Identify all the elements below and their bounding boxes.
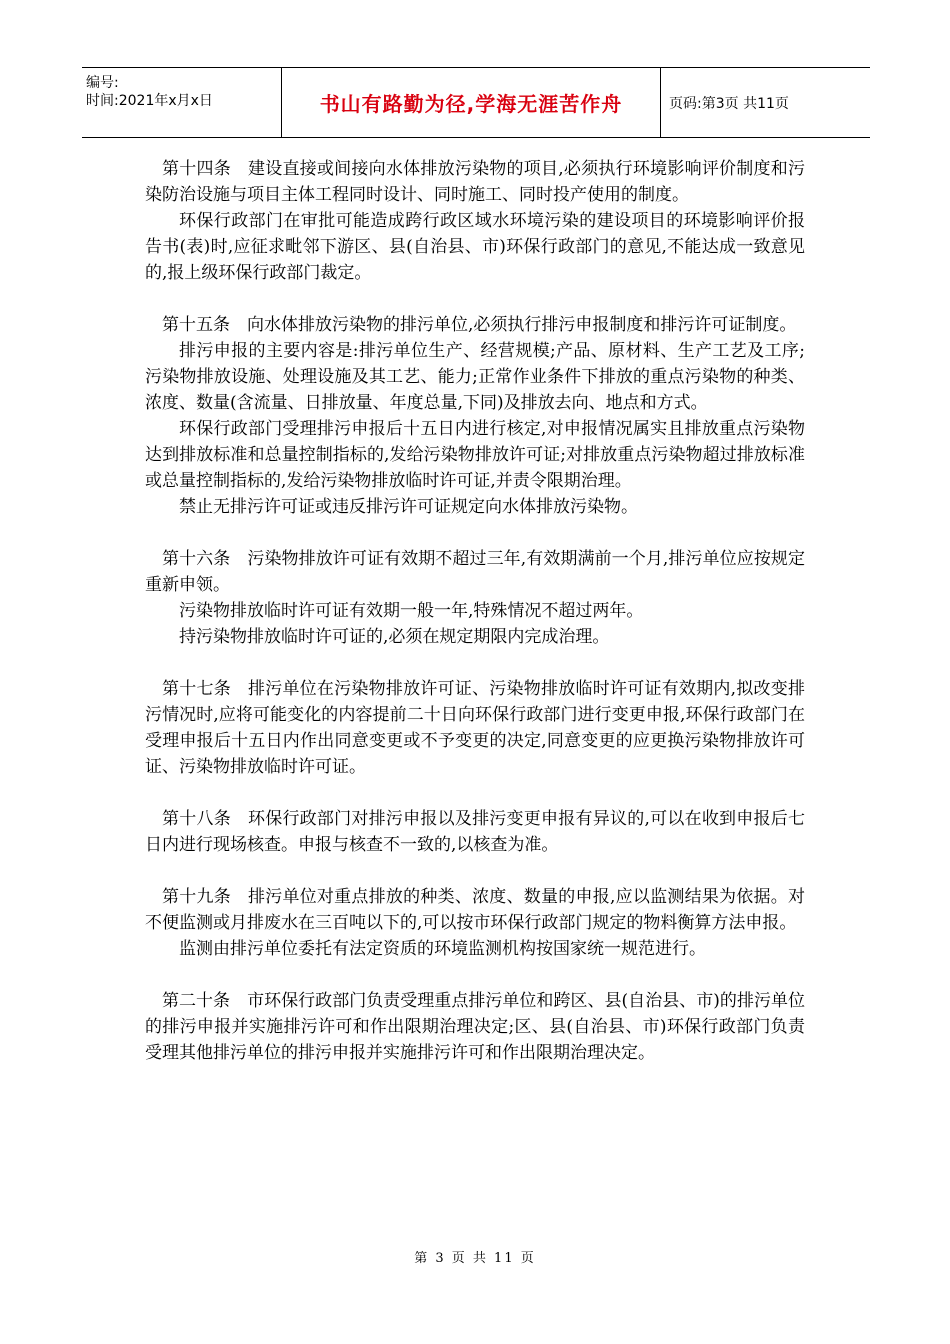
article-lead-paragraph [145,546,805,598]
paragraph-text: 排污单位在污染物排放许可证、污染物排放临时许可证有效期内,拟改变排污情况时,应将可能变化的内容提前二十日向环保行政部门进行变更申报,环保行政部门在受理申报后十五日内作出同意变更或不予变更的决定,同意变更的应更换污染物排放许可证、污染物排放临时许可证。 [145,679,806,777]
document-body [145,156,805,1092]
paragraph-text: 环保行政部门在审批可能造成跨行政区域水环境污染的建设项目的环境影响评价报告书(表)时,应征求毗邻下游区、县(自治县、市)环保行政部门的意见,不能达成一致意见的,报上级环保行政部门裁定。 [145,211,805,283]
paragraph-text: 排污单位对重点排放的种类、浓度、数量的申报,应以监测结果为依据。对不便监测或月排废水在三百吨以下的,可以按市环保行政部门规定的物料衡算方法申报。 [145,887,806,933]
page-footer: 第 3 页 共 11 页 [414,1251,536,1266]
paragraph-text: 环保行政部门受理排污申报后十五日内进行核定,对申报情况属实且排放重点污染物达到排放标准和总量控制指标的,发给污染物排放许可证;对排放重点污染物超过排放标准或总量控制指标的,发给污染物排放临时许可证,并责令限期治理。 [145,419,805,491]
article-lead-paragraph [145,676,805,780]
document-date: 时间:2021年x月x日 [86,93,213,109]
paragraph-text: 持污染物排放临时许可证的,必须在规定期限内完成治理。 [179,627,610,647]
article-number: 第十六条 [162,549,231,569]
article-lead-paragraph [145,988,805,1066]
article-number: 第十九条 [162,887,231,907]
article-paragraph [145,416,805,494]
article-lead-paragraph [145,312,805,338]
article-number: 第十五条 [162,315,230,335]
paragraph-text: 向水体排放污染物的排污单位,必须执行排污申报制度和排污许可证制度。 [247,315,797,335]
article-paragraph [145,624,805,650]
article-section [145,312,805,520]
article-number: 第十四条 [162,159,231,179]
header-motto: 书山有路勤为径,学海无涯苦作舟 [282,68,661,137]
paragraph-text: 污染物排放许可证有效期不超过三年,有效期满前一个月,排污单位应按规定重新申领。 [145,549,806,595]
paragraph-text: 污染物排放临时许可证有效期一般一年,特殊情况不超过两年。 [179,601,644,621]
article-section [145,546,805,650]
article-lead-paragraph [145,884,805,936]
paragraph-text: 监测由排污单位委托有法定资质的环境监测机构按国家统一规范进行。 [179,939,706,959]
document-number-label: 编号: [86,75,119,91]
article-paragraph [145,494,805,520]
article-section [145,806,805,858]
page-header [82,67,870,138]
header-page-info: 页码:第3页 共11页 [669,95,789,112]
article-paragraph [145,598,805,624]
article-section [145,156,805,286]
article-section [145,676,805,780]
article-section [145,988,805,1066]
article-number: 第二十条 [162,991,231,1011]
article-number: 第十七条 [162,679,231,699]
paragraph-text: 禁止无排污许可证或违反排污许可证规定向水体排放污染物。 [179,497,638,517]
paragraph-text: 环保行政部门对排污申报以及排污变更申报有异议的,可以在收到申报后七日内进行现场核查。申报与核查不一致的,以核查为准。 [145,809,806,855]
paragraph-text: 市环保行政部门负责受理重点排污单位和跨区、县(自治县、市)的排污单位的排污申报并实施排污许可和作出限期治理决定;区、县(自治县、市)环保行政部门负责受理其他排污单位的排污申报并实施排污许可和作出限期治理决定。 [145,991,806,1063]
article-lead-paragraph [145,806,805,858]
article-number: 第十八条 [162,809,231,829]
article-lead-paragraph [145,156,805,208]
article-paragraph [145,936,805,962]
article-section [145,884,805,962]
paragraph-text: 建设直接或间接向水体排放污染物的项目,必须执行环境影响评价制度和污染防治设施与项目主体工程同时设计、同时施工、同时投产使用的制度。 [145,159,806,205]
article-paragraph [145,208,805,286]
article-paragraph [145,338,805,416]
paragraph-text: 排污申报的主要内容是:排污单位生产、经营规模;产品、原材料、生产工艺及工序;污染物排放设施、处理设施及其工艺、能力;正常作业条件下排放的重点污染物的种类、浓度、数量(含流量、日排放量、年度总量,下同)及排放去向、地点和方式。 [145,341,805,413]
header-meta [82,68,282,137]
